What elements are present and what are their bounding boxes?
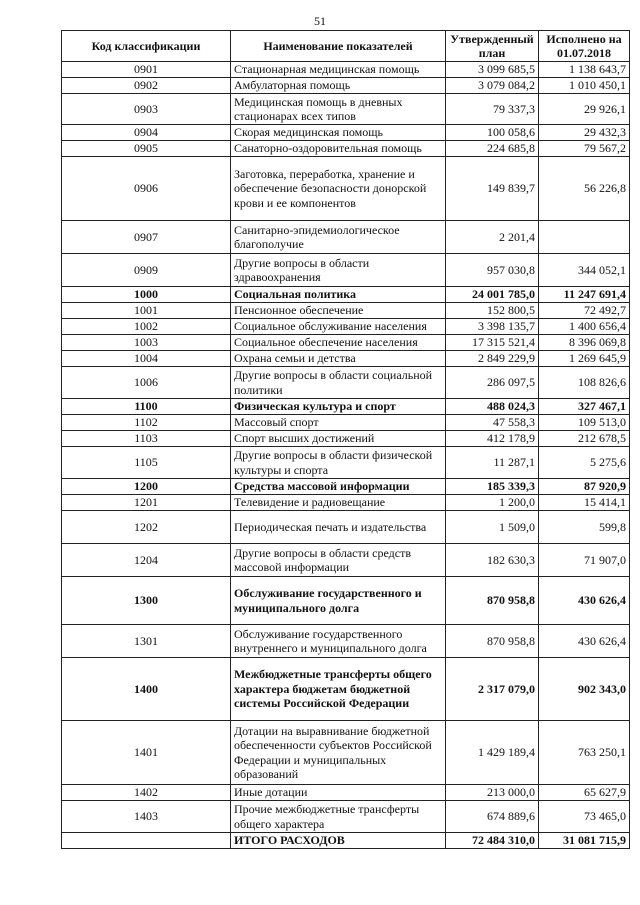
name-cell: Другие вопросы в области социальной политики (231, 367, 446, 399)
table-row (62, 367, 630, 399)
name-cell: Социальная политика (231, 287, 446, 303)
table-row (62, 447, 630, 479)
table-row (62, 544, 630, 577)
code-cell: 1300 (62, 577, 231, 625)
done-cell: 109 513,0 (539, 415, 630, 431)
code-cell: 0901 (62, 62, 231, 78)
done-cell: 108 826,6 (539, 367, 630, 399)
plan-cell: 3 398 135,7 (446, 319, 539, 335)
code-cell: 1102 (62, 415, 231, 431)
table-row (62, 833, 630, 849)
code-cell: 1002 (62, 319, 231, 335)
done-cell: 599,8 (539, 511, 630, 544)
done-cell: 212 678,5 (539, 431, 630, 447)
name-cell: Средства массовой информации (231, 479, 446, 495)
code-cell: 0907 (62, 221, 231, 254)
code-cell: 1100 (62, 399, 231, 415)
header-name: Наименование показателей (231, 31, 446, 62)
plan-cell: 3 079 084,2 (446, 78, 539, 94)
name-cell: Санитарно-эпидемиологическое благополучие (231, 221, 446, 254)
done-cell: 902 343,0 (539, 658, 630, 721)
plan-cell: 1 200,0 (446, 495, 539, 511)
code-cell: 1004 (62, 351, 231, 367)
name-cell: Амбулаторная помощь (231, 78, 446, 94)
code-cell: 1105 (62, 447, 231, 479)
header-plan: Утвержденный план (446, 31, 539, 62)
table-row (62, 511, 630, 544)
table-row (62, 157, 630, 221)
plan-cell: 213 000,0 (446, 785, 539, 801)
done-cell: 31 081 715,9 (539, 833, 630, 849)
code-cell: 1204 (62, 544, 231, 577)
done-cell: 29 926,1 (539, 94, 630, 125)
done-cell: 1 138 643,7 (539, 62, 630, 78)
name-cell: Стационарная медицинская помощь (231, 62, 446, 78)
done-cell: 79 567,2 (539, 141, 630, 157)
code-cell: 1006 (62, 367, 231, 399)
code-cell: 1000 (62, 287, 231, 303)
plan-cell: 1 509,0 (446, 511, 539, 544)
done-cell: 87 920,9 (539, 479, 630, 495)
name-cell: Медицинская помощь в дневных стационарах всех типов (231, 94, 446, 125)
code-cell: 0902 (62, 78, 231, 94)
done-cell: 72 492,7 (539, 303, 630, 319)
done-cell: 327 467,1 (539, 399, 630, 415)
plan-cell: 957 030,8 (446, 254, 539, 287)
table-row (62, 303, 630, 319)
code-cell: 1201 (62, 495, 231, 511)
table-row (62, 431, 630, 447)
table-row (62, 141, 630, 157)
name-cell: Санаторно-оздоровительная помощь (231, 141, 446, 157)
plan-cell: 224 685,8 (446, 141, 539, 157)
plan-cell: 286 097,5 (446, 367, 539, 399)
table-row (62, 221, 630, 254)
table-row (62, 351, 630, 367)
plan-cell: 488 024,3 (446, 399, 539, 415)
done-cell: 430 626,4 (539, 625, 630, 658)
plan-cell: 3 099 685,5 (446, 62, 539, 78)
code-cell: 1401 (62, 721, 231, 785)
table-row (62, 721, 630, 785)
code-cell: 0904 (62, 125, 231, 141)
table-row (62, 335, 630, 351)
code-cell: 1403 (62, 801, 231, 833)
table-row (62, 78, 630, 94)
name-cell: Другие вопросы в области физической культуры и спорта (231, 447, 446, 479)
name-cell: Иные дотации (231, 785, 446, 801)
table-row (62, 94, 630, 125)
done-cell: 763 250,1 (539, 721, 630, 785)
name-cell: Обслуживание государственного внутреннего и муниципального долга (231, 625, 446, 658)
code-cell: 0906 (62, 157, 231, 221)
plan-cell: 870 958,8 (446, 577, 539, 625)
table-header-row (62, 31, 630, 62)
plan-cell: 1 429 189,4 (446, 721, 539, 785)
name-cell: Прочие межбюджетные трансферты общего характера (231, 801, 446, 833)
name-cell: Пенсионное обеспечение (231, 303, 446, 319)
code-cell: 1103 (62, 431, 231, 447)
plan-cell: 79 337,3 (446, 94, 539, 125)
code-cell (62, 833, 231, 849)
table-row (62, 287, 630, 303)
done-cell: 73 465,0 (539, 801, 630, 833)
plan-cell: 149 839,7 (446, 157, 539, 221)
name-cell: Межбюджетные трансферты общего характера бюджетам бюджетной системы Российской Федерации (231, 658, 446, 721)
name-cell: Социальное обеспечение населения (231, 335, 446, 351)
code-cell: 0905 (62, 141, 231, 157)
done-cell: 344 052,1 (539, 254, 630, 287)
table-row (62, 254, 630, 287)
plan-cell: 11 287,1 (446, 447, 539, 479)
done-cell: 56 226,8 (539, 157, 630, 221)
name-cell: Телевидение и радиовещание (231, 495, 446, 511)
name-cell: Дотации на выравнивание бюджетной обеспеченности субъектов Российской Федерации и муниципальных образований (231, 721, 446, 785)
table-row (62, 495, 630, 511)
name-cell: Другие вопросы в области здравоохранения (231, 254, 446, 287)
name-cell: Социальное обслуживание населения (231, 319, 446, 335)
code-cell: 1001 (62, 303, 231, 319)
name-cell: Охрана семьи и детства (231, 351, 446, 367)
done-cell: 1 400 656,4 (539, 319, 630, 335)
done-cell: 29 432,3 (539, 125, 630, 141)
plan-cell: 100 058,6 (446, 125, 539, 141)
plan-cell: 412 178,9 (446, 431, 539, 447)
plan-cell: 47 558,3 (446, 415, 539, 431)
table-row (62, 62, 630, 78)
name-cell: Другие вопросы в области средств массовой информации (231, 544, 446, 577)
done-cell: 11 247 691,4 (539, 287, 630, 303)
table-row (62, 785, 630, 801)
code-cell: 1202 (62, 511, 231, 544)
done-cell: 71 907,0 (539, 544, 630, 577)
done-cell: 430 626,4 (539, 577, 630, 625)
done-cell: 15 414,1 (539, 495, 630, 511)
name-cell: Физическая культура и спорт (231, 399, 446, 415)
plan-cell: 182 630,3 (446, 544, 539, 577)
code-cell: 0903 (62, 94, 231, 125)
name-cell: Спорт высших достижений (231, 431, 446, 447)
budget-table (61, 30, 630, 849)
header-code: Код классификации (62, 31, 231, 62)
plan-cell: 152 800,5 (446, 303, 539, 319)
table-row (62, 319, 630, 335)
done-cell: 8 396 069,8 (539, 335, 630, 351)
page-number: 51 (314, 14, 326, 28)
code-cell: 1301 (62, 625, 231, 658)
name-cell: Обслуживание государственного и муниципального долга (231, 577, 446, 625)
plan-cell: 24 001 785,0 (446, 287, 539, 303)
done-cell: 1 010 450,1 (539, 78, 630, 94)
table-row (62, 125, 630, 141)
table-row (62, 399, 630, 415)
plan-cell: 17 315 521,4 (446, 335, 539, 351)
done-cell: 65 627,9 (539, 785, 630, 801)
code-cell: 1400 (62, 658, 231, 721)
table-row (62, 415, 630, 431)
done-cell (539, 221, 630, 254)
plan-cell: 674 889,6 (446, 801, 539, 833)
code-cell: 1200 (62, 479, 231, 495)
table-row (62, 577, 630, 625)
plan-cell: 185 339,3 (446, 479, 539, 495)
plan-cell: 2 317 079,0 (446, 658, 539, 721)
name-cell: Заготовка, переработка, хранение и обеспечение безопасности донорской крови и ее компонентов (231, 157, 446, 221)
table-body (62, 62, 630, 849)
name-cell: ИТОГО РАСХОДОВ (231, 833, 446, 849)
code-cell: 1003 (62, 335, 231, 351)
table-row (62, 801, 630, 833)
done-cell: 5 275,6 (539, 447, 630, 479)
plan-cell: 2 849 229,9 (446, 351, 539, 367)
code-cell: 1402 (62, 785, 231, 801)
plan-cell: 72 484 310,0 (446, 833, 539, 849)
table-row (62, 625, 630, 658)
plan-cell: 870 958,8 (446, 625, 539, 658)
name-cell: Периодическая печать и издательства (231, 511, 446, 544)
table-row (62, 479, 630, 495)
name-cell: Массовый спорт (231, 415, 446, 431)
name-cell: Скорая медицинская помощь (231, 125, 446, 141)
plan-cell: 2 201,4 (446, 221, 539, 254)
table-row (62, 658, 630, 721)
done-cell: 1 269 645,9 (539, 351, 630, 367)
header-done: Исполнено на 01.07.2018 (539, 31, 630, 62)
code-cell: 0909 (62, 254, 231, 287)
